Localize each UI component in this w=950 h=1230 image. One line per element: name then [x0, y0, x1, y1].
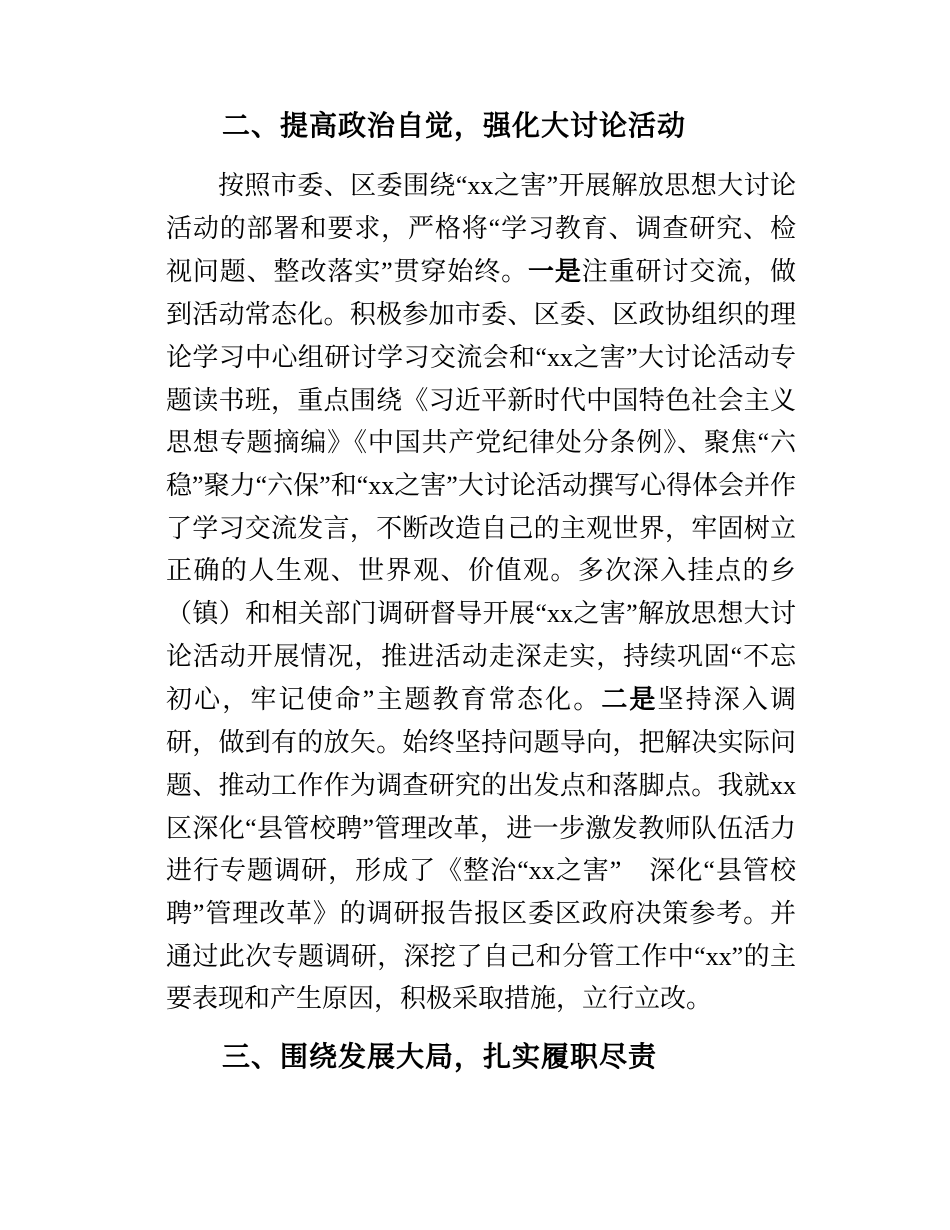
bold-run-second-point: 二是: [601, 684, 658, 715]
section-3-heading: 三、围绕发展大局，扎实履职尽责: [222, 1041, 658, 1073]
paragraph-run: 坚持深入调研，做到有的放矢。始终坚持问题导向，把解决实际问题、推动工作作为调查研究的出发点和落脚点。我就xx区深化“县管校聘”管理改革，进一步激发教师队伍活力进行专题调研，形成了《整治“xx之害” 深化“县管校聘”管理改革》的调研报告报区委区政府决策参考。并通过此次专题调研，深挖了自己和分管工作中“xx”的主要表现和产生原因，积极采取措施，立行立改。: [166, 685, 796, 1014]
section-2-heading: 二、提高政治自觉，强化大讨论活动: [222, 110, 687, 141]
section-2-paragraph: [166, 165, 796, 1021]
paragraph-run: 注重研讨交流，做到活动常态化。积极参加市委、区委、区政协组织的理论学习中心组研讨学习交流会和“xx之害”大讨论活动专题读书班，重点围绕《习近平新时代中国特色社会主义思想专题摘编》《中国共产党纪律处分条例》、聚焦“六稳”聚力“六保”和“xx之害”大讨论活动撰写心得体会并作了学习交流发言，不断改造自己的主观世界，牢固树立正确的人生观、世界观、价值观。多次深入挂点的乡（镇）和相关部门调研督导开展“xx之害”解放思想大讨论活动开展情况，推进活动走深走实，持续巩固“不忘初心，牢记使命”主题教育常态化。: [166, 257, 796, 715]
bold-run-first-point: 一是: [527, 256, 582, 287]
paragraph-run: 按照市委、区委围绕“xx之害”开展解放思想大讨论活动的部署和要求，严格将“学习教育、调查研究、检视问题、整改落实”贯穿始终。: [166, 171, 796, 287]
